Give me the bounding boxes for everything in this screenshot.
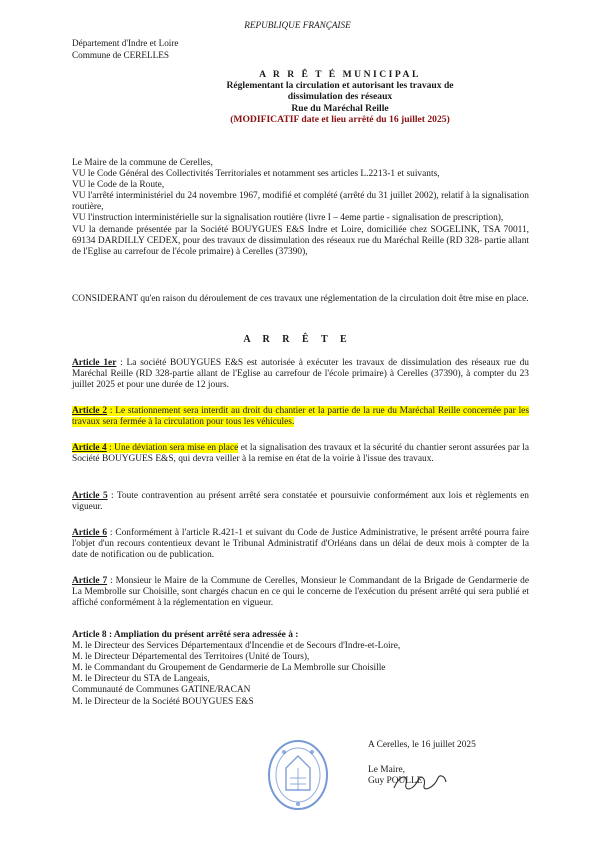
article-7 <box>72 576 529 609</box>
article-7-text: : Monsieur le Maire de la Commune de Cerelles, Monsieur le Commandant de la Brigade de Gendarmerie de La Membrolle sur Choisille, sont chargés chacun en ce qui le concerne de l'exécution du présent arrêté qui sera publié et affiché conformément à la réglementation en vigueur. <box>72 576 529 609</box>
handwritten-signature <box>390 770 450 796</box>
recipient-list <box>72 641 529 708</box>
article-8-label: Article 8 <box>72 630 107 640</box>
commune-label: Commune de CERELLES <box>72 50 169 60</box>
vu-code-route: VU le Code de la Route, <box>72 180 165 191</box>
vu-cgct: VU le Code Général des Collectivités Territoriales et notamment ses articles L.2213-1 et suivants, <box>72 169 440 180</box>
signature-place-date: A Cerelles, le 16 juillet 2025 <box>368 740 476 750</box>
article-1 <box>72 358 529 391</box>
vu-demande: VU la demande présentée par la Société BOUYGUES E&S Indre et Loire, domiciliée chez SOGELINK, TSA 70011, 69134 DARDILLY CEDEX, pour des travaux de dissimulation des réseaux rue du Maréchal Reille (RD 328- partie allant de l'Eglise au carrefour de l'école primaire) à Cerelles (37390), <box>72 224 529 257</box>
mayor-line: Le Maire de la commune de Cerelles, <box>72 158 213 168</box>
article-7-label: Article 7 <box>72 576 108 586</box>
republic-header: REPUBLIQUE FRANÇAISE <box>244 20 351 30</box>
article-8-text: : Ampliation du présent arrêté sera adressée à : <box>106 630 299 640</box>
title-line-1: A R R Ê T É MUNICIPAL <box>259 69 421 80</box>
title-line-3: dissimulation des réseaux <box>287 91 393 103</box>
article-2 <box>72 406 529 428</box>
department-label: Département d'Indre et Loire <box>72 38 179 48</box>
article-6-text: : Conformément à l'article R.421-1 et suivant du Code de Justice Administrative, le présent arrêté pourra faire l'objet d'un recours contentieux devant le Tribunal Administratif d'Orléans dans un délai de deux mois à compter de la date de notification ou de publication. <box>72 528 529 561</box>
article-5-label: Article 5 <box>72 491 108 501</box>
article-4-text: et la signalisation des travaux et la sécurité du chantier seront assurées par la Société BOUYGUES E&S, qui devra veiller à la remise en état de la voirie à l'issue des travaux. <box>72 443 529 465</box>
signatory-name: Guy POULLE <box>368 776 423 786</box>
recipient-item: M. le Directeur des Services Départementaux d'Incendie et de Secours d'Indre-et-Loire, <box>72 641 401 652</box>
signatory-role: Le Maire, <box>368 765 405 775</box>
article-4-label: Article 4 <box>72 443 107 453</box>
vu-instruction: VU l'instruction interministérielle sur la signalisation routière (livre I – 4eme partie - signalisation de prescription), <box>72 213 504 224</box>
article-2-text: : Le stationnement sera interdit au droit du chantier et la partie de la rue du Maréchal Reille concernée par les travaux sera fermée à la circulation pour tous les véhicules. <box>72 406 529 428</box>
issuer-block <box>72 37 179 61</box>
recipient-item: M. le Directeur du STA de Langeais, <box>72 674 210 685</box>
article-5-text: : Toute contravention au présent arrêté sera constatée et poursuivie conformément aux lois et règlements en vigueur. <box>72 491 529 513</box>
article-8 <box>72 630 529 708</box>
article-6 <box>72 528 529 561</box>
preamble <box>72 158 529 258</box>
recipient-item: M. le Directeur Départemental des Territoires (Unité de Tours), <box>72 652 310 663</box>
title-line-2: Réglementant la circulation et autorisant les travaux de <box>226 80 454 92</box>
mayor-seal-stamp <box>266 738 330 812</box>
title-line-4: Rue du Maréchal Reille <box>291 102 389 114</box>
title-line-5: (MODIFICATIF date et lieu arrêté du 16 juillet 2025) <box>230 113 450 125</box>
recipient-item: Communauté de Communes GATINE/RACAN <box>72 685 251 696</box>
article-6-label: Article 6 <box>72 528 108 538</box>
article-2-label: Article 2 <box>72 406 108 416</box>
article-1-label: Article 1er <box>72 358 117 368</box>
document-title <box>150 69 530 125</box>
article-4-highlight: : Une déviation sera mise en place <box>106 443 239 453</box>
arrete-heading: A R R Ê T E <box>243 334 352 345</box>
article-5 <box>72 491 529 513</box>
recipient-item: M. le Directeur de la Société BOUYGUES E&S <box>72 696 254 707</box>
recipient-item: M. le Commandant du Groupement de Gendarmerie de La Membrolle sur Choisille <box>72 663 386 674</box>
article-1-text: : La société BOUYGUES E&S est autorisée à exécuter les travaux de dissimulation des réseaux rue du Maréchal Reille (RD 328-partie allant de l'Eglise au carrefour de l'école primaire) à Cerelles (37390), à compter du 23 juillet 2025 et pour une durée de 12 jours. <box>72 358 529 391</box>
article-4 <box>72 443 529 465</box>
vu-arrete-1967: VU l'arrêté interministériel du 24 novembre 1967, modifié et complété (arrêté du 31 juillet 2002), relatif à la signalisation routière, <box>72 191 529 213</box>
considerant: CONSIDERANT qu'en raison du déroulement de ces travaux une réglementation de la circulation doit être mise en place. <box>72 294 529 304</box>
